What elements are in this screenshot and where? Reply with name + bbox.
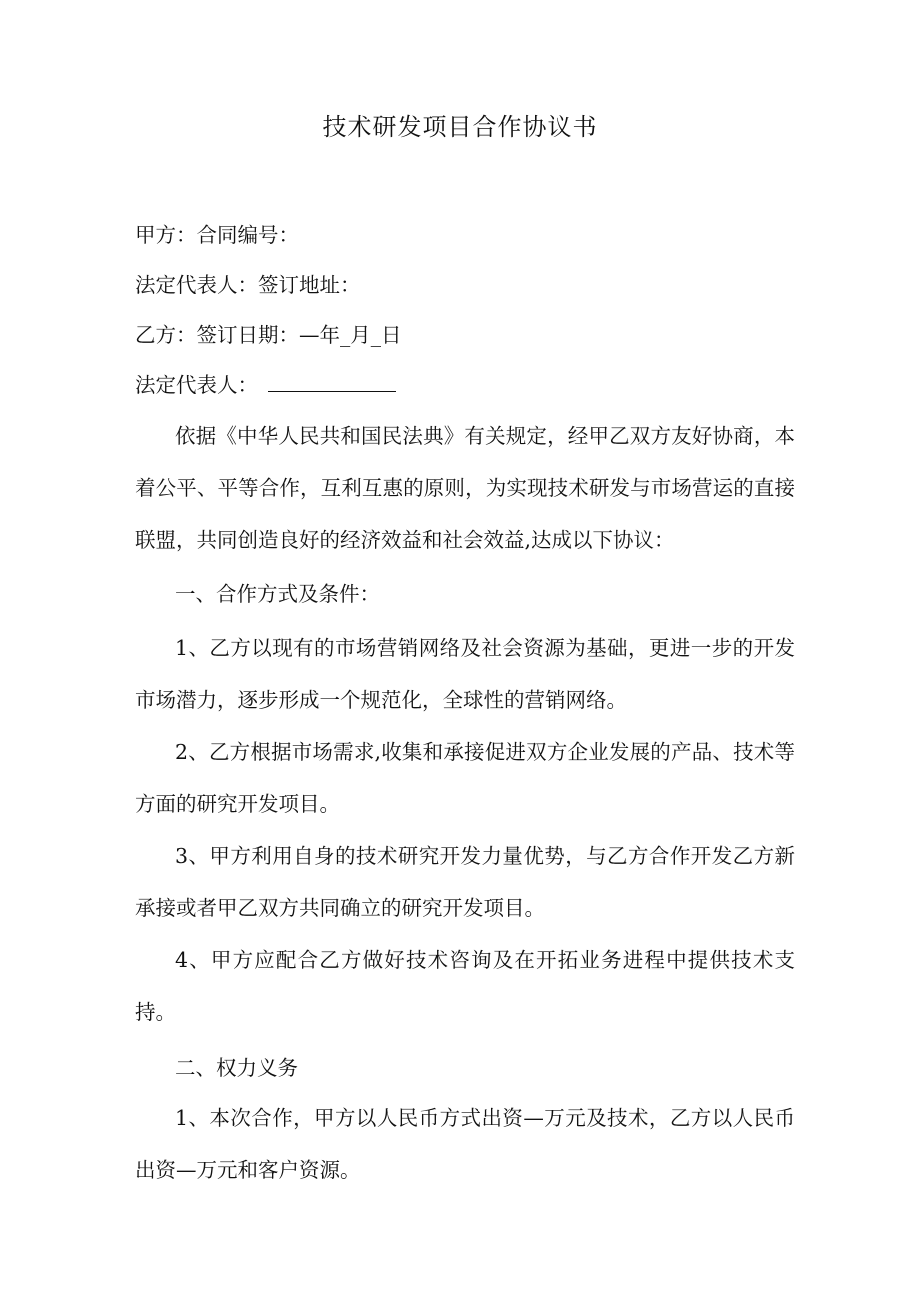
document-title: 技术研发项目合作协议书 — [322, 113, 598, 141]
preamble-paragraph: 依据《中华人民共和国民法典》有关规定，经甲乙双方友好协商，本着公平、平等合作，互利互惠的原则，为实现技术研发与市场营运的直接联盟，共同创造良好的经济效益和社会效益,达成以下协议： — [135, 424, 795, 552]
party-b-representative-label: 法定代表人： — [135, 373, 258, 397]
clause-1-3: 3、甲方利用自身的技术研究开发力量优势，与乙方合作开发乙方新承接或者甲乙双方共同确立的研究开发项目。 — [135, 844, 795, 920]
section-heading-cooperation: 一、合作方式及条件： — [175, 582, 380, 606]
party-a-line: 甲方：合同编号： — [135, 223, 299, 247]
party-a-representative-line: 法定代表人：签订地址： — [135, 273, 361, 297]
clause-1-4: 4、甲方应配合乙方做好技术咨询及在开拓业务进程中提供技术支持。 — [135, 948, 795, 1024]
clause-1-1: 1、乙方以现有的市场营销网络及社会资源为基础，更进一步的开发市场潜力，逐步形成一个规范化，全球性的营销网络。 — [135, 636, 795, 712]
section-heading-rights: 二、权力义务 — [175, 1056, 298, 1080]
signature-blank — [268, 373, 396, 392]
party-b-representative-line — [135, 370, 396, 400]
party-b-line: 乙方：签订日期：—年_月_日 — [135, 323, 402, 347]
clause-2-1: 1、本次合作，甲方以人民币方式出资—万元及技术，乙方以人民币出资—万元和客户资源。 — [135, 1106, 795, 1182]
clause-1-2: 2、乙方根据市场需求,收集和承接促进双方企业发展的产品、技术等方面的研究开发项目。 — [135, 740, 795, 816]
